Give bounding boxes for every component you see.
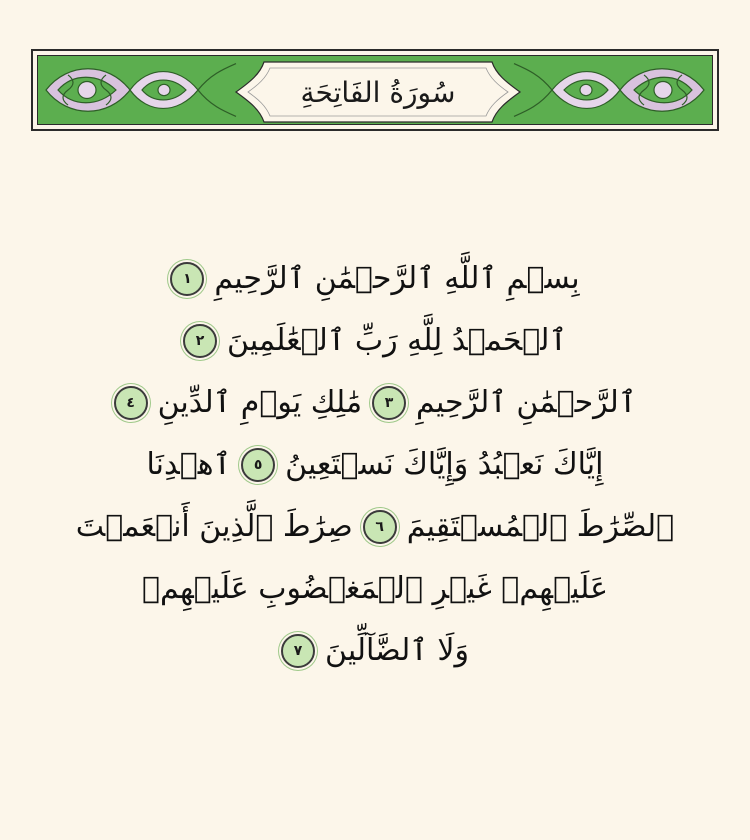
verse-text: إِيَّاكَ نَعۡبُدُ وَإِيَّاكَ نَسۡتَعِينُ xyxy=(285,447,604,482)
ayah-number-marker: ٦ xyxy=(363,510,397,544)
verse-text: وَلَا ٱلضَّآلِّينَ xyxy=(324,633,470,668)
verse-text: ٱلصِّرَٰطَ ٱلۡمُسۡتَقِيمَ xyxy=(406,509,675,544)
verse-text: ٱلرَّحۡمَٰنِ ٱلرَّحِيمِ xyxy=(416,385,637,420)
verse-line-4 xyxy=(120,434,630,496)
verse-text: بِسۡمِ ٱللَّهِ ٱلرَّحۡمَٰنِ ٱلرَّحِيمِ xyxy=(214,261,580,296)
surah-header-green-band xyxy=(37,55,713,125)
verse-text: عَلَيۡهِمۡ غَيۡرِ ٱلۡمَغۡضُوبِ عَلَيۡهِمۡ xyxy=(142,571,608,606)
verse-line-6 xyxy=(120,558,630,620)
surah-header xyxy=(31,49,719,131)
verse-text: ٱلۡحَمۡدُ لِلَّهِ رَبِّ ٱلۡعَٰلَمِينَ xyxy=(226,323,568,358)
verse-line-7 xyxy=(120,620,630,682)
verse-line-2 xyxy=(120,310,630,372)
verse-line-3 xyxy=(120,372,637,434)
verse-line-5 xyxy=(75,496,675,558)
ayah-number-marker: ٢ xyxy=(183,324,217,358)
surah-title: سُورَةُ الفَاتِحَةِ xyxy=(300,75,456,109)
ayah-number-marker: ٣ xyxy=(372,386,406,420)
ayah-number-marker: ٤ xyxy=(114,386,148,420)
verse-text: ٱهۡدِنَا xyxy=(146,447,232,482)
arabesque-ornament-left xyxy=(38,56,248,124)
ayah-number-marker: ٥ xyxy=(241,448,275,482)
ayah-number-marker: ١ xyxy=(170,262,204,296)
ayah-number-marker: ٧ xyxy=(281,634,315,668)
verse-line-1 xyxy=(120,248,630,310)
verse-text: صِرَٰطَ ٱلَّذِينَ أَنۡعَمۡتَ xyxy=(75,509,353,544)
arabesque-ornament-right xyxy=(502,56,712,124)
verses-block xyxy=(75,248,675,682)
verse-text: مَٰلِكِ يَوۡمِ ٱلدِّينِ xyxy=(157,385,363,420)
